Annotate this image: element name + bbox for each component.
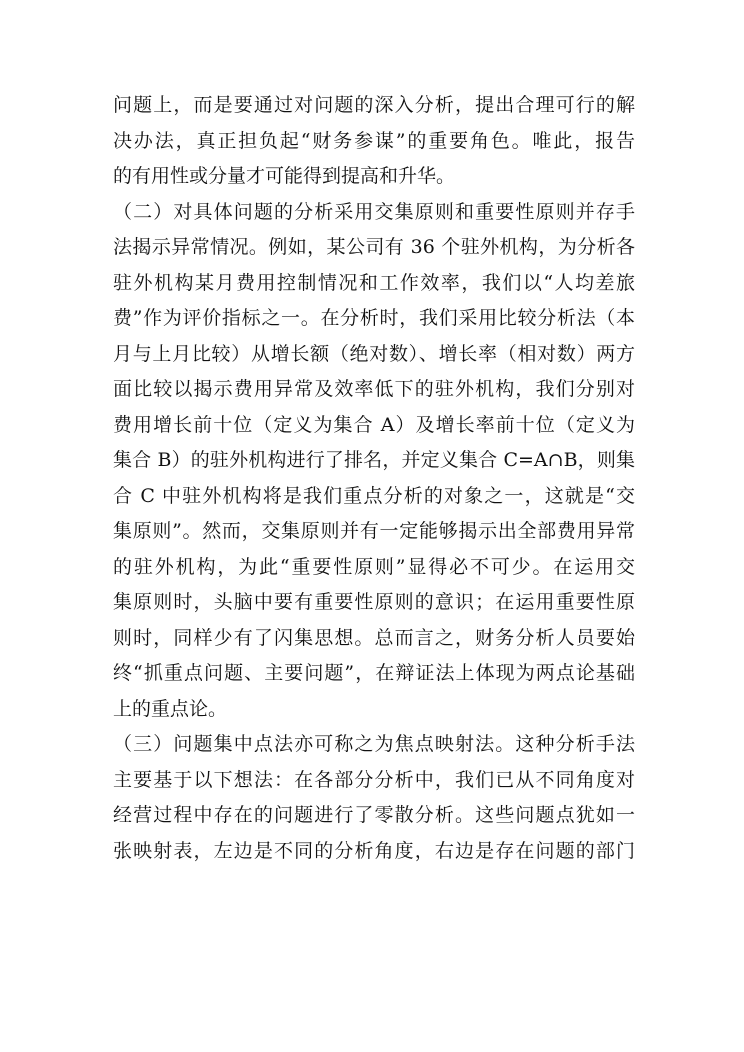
text-line: 费用增长前十位（定义为集合 A）及增长率前十位（定义为 xyxy=(113,413,635,436)
text-line: 经营过程中存在的问题进行了零散分析。这些问题点犹如一 xyxy=(113,804,635,826)
text-line: 决办法，真正担负起“财务参谋”的重要角色。唯此，报告 xyxy=(113,129,635,152)
text-line: 终“抓重点问题、主要问题”，在辩证法上体现为两点论基础 xyxy=(113,662,635,684)
text-line: 张映射表，左边是不同的分析角度，右边是存在问题的部门 xyxy=(113,839,635,862)
text-line: （二）对具体问题的分析采用交集原则和重要性原则并存手 xyxy=(113,200,635,223)
text-line: 集原则”。然而，交集原则并有一定能够揭示出全部费用异常 xyxy=(113,520,635,542)
text-line: 的驻外机构，为此“重要性原则”显得必不可少。在运用交 xyxy=(113,555,635,578)
text-line: 合 C 中驻外机构将是我们重点分析的对象之一，这就是“交 xyxy=(113,484,635,507)
text-line: 月与上月比较）从增长额（绝对数）、增长率（相对数）两方 xyxy=(113,342,635,365)
text-line: 集合 B）的驻外机构进行了排名，并定义集合 C=A∩B，则集 xyxy=(113,449,635,471)
text-line: （三）问题集中点法亦可称之为焦点映射法。这种分析手法 xyxy=(113,733,635,755)
text-line: 主要基于以下想法：在各部分分析中，我们已从不同角度对 xyxy=(113,768,635,791)
text-line: 驻外机构某月费用控制情况和工作效率，我们以“人均差旅 xyxy=(113,271,635,294)
text-line: 法揭示异常情况。例如，某公司有 36 个驻外机构，为分析各 xyxy=(113,236,635,258)
text-line: 上的重点论。 xyxy=(113,697,228,720)
paragraph-1 xyxy=(113,88,635,195)
paragraph-2 xyxy=(113,195,635,728)
text-line: 费”作为评价指标之一。在分析时，我们采用比较分析法（本 xyxy=(113,307,635,329)
text-line: 则时，同样少有了闪集思想。总而言之，财务分析人员要始 xyxy=(113,626,635,649)
document-body xyxy=(113,88,635,869)
paragraph-3 xyxy=(113,727,635,869)
text-line: 面比较以揭示费用异常及效率低下的驻外机构，我们分别对 xyxy=(113,378,635,400)
text-line: 的有用性或分量才可能得到提高和升华。 xyxy=(113,165,456,187)
text-line: 问题上，而是要通过对问题的深入分析，提出合理可行的解 xyxy=(113,94,635,116)
text-line: 集原则时，头脑中要有重要性原则的意识；在运用重要性原 xyxy=(113,591,635,613)
